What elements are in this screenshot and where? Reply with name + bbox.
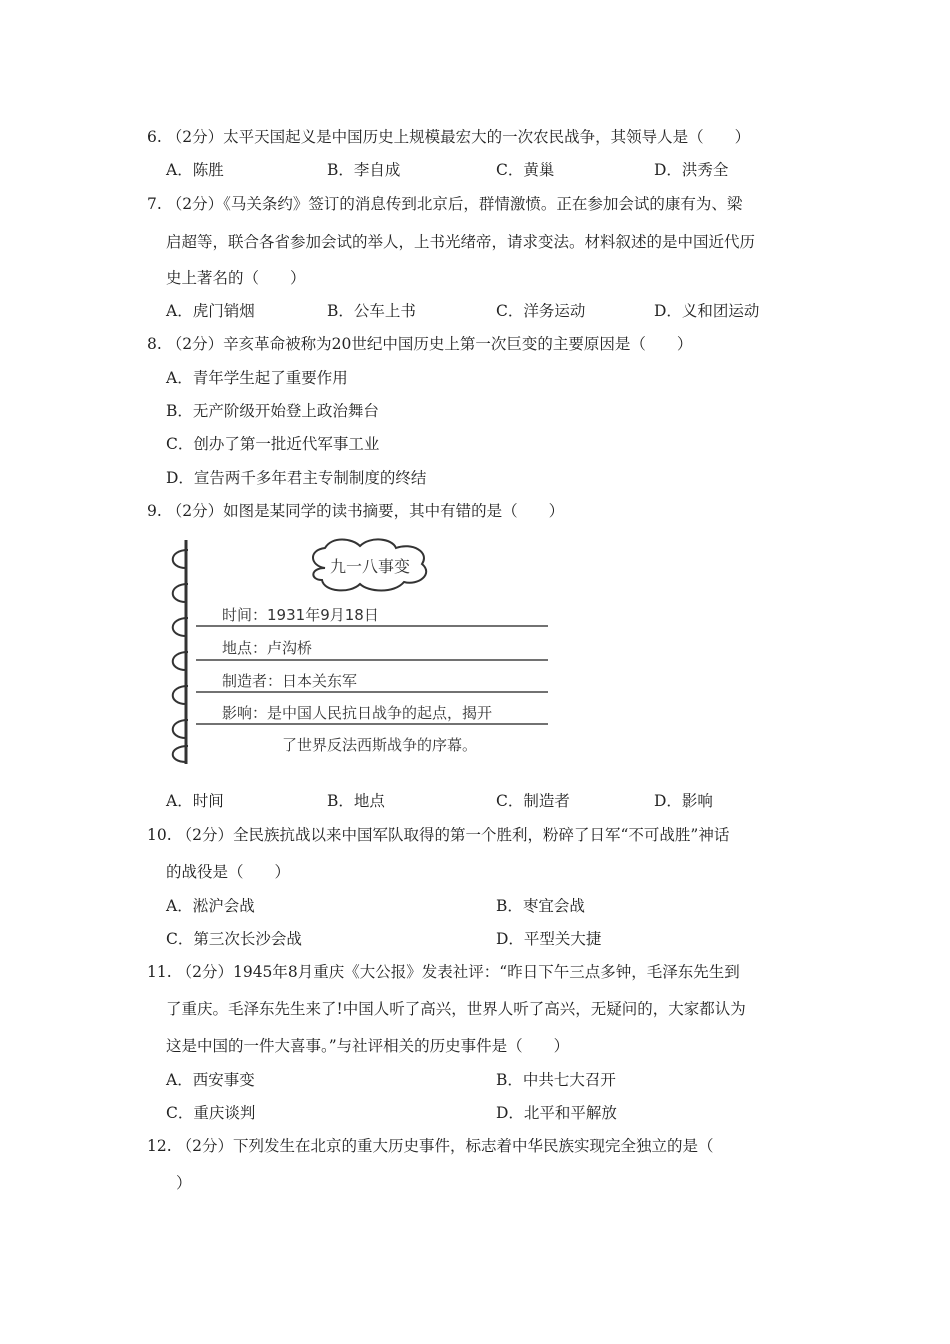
question-12 — [147, 1136, 713, 1156]
option-b: B．地点 — [327, 792, 385, 810]
question-text: 下列发生在北京的重大历史事件，标志着中华民族实现完全独立的是（ — [232, 1137, 714, 1155]
notebook-spiral-icon — [173, 540, 188, 764]
question-6 — [147, 127, 750, 147]
figure-row-time: 时间：1931年9月18日 — [222, 606, 379, 624]
option-a: A．陈胜 — [166, 161, 224, 179]
option-c: C．黄巢 — [496, 161, 555, 179]
question-8 — [147, 334, 692, 354]
question-text: 《马关条约》签订的消息传到北京后，群情激愤。正在参加会试的康有为、梁 — [223, 195, 743, 213]
question-score: （2分） — [166, 335, 224, 353]
question-text-continued: 的战役是（ ） — [166, 863, 291, 881]
option-c: C．创办了第一批近代军事工业 — [166, 435, 380, 453]
question-text: 如图是某同学的读书摘要，其中有错的是（ ） — [223, 502, 565, 520]
question-9 — [147, 501, 564, 521]
option-d: D．洪秀全 — [654, 161, 729, 179]
question-score: （2分） — [176, 826, 233, 844]
question-7 — [147, 194, 742, 214]
option-b: B．李自成 — [327, 161, 401, 179]
option-a: A．西安事变 — [166, 1071, 255, 1089]
figure-row-place: 地点：卢沟桥 — [222, 639, 313, 657]
question-number: 12. — [147, 1137, 172, 1155]
option-a: A．青年学生起了重要作用 — [166, 369, 348, 387]
option-c: C．第三次长沙会战 — [166, 930, 302, 948]
question-number: 9. — [147, 502, 162, 520]
option-b: B．无产阶级开始登上政治舞台 — [166, 402, 379, 420]
question-number: 8. — [147, 335, 162, 353]
figure-row-impact-continued: 了世界反法西斯战争的序幕。 — [282, 736, 478, 754]
option-b: B．公车上书 — [327, 302, 416, 320]
question-text: 辛亥革命被称为20世纪中国历史上第一次巨变的主要原因是（ ） — [223, 335, 693, 353]
option-c: C．洋务运动 — [496, 302, 586, 320]
question-text: 太平天国起义是中国历史上规模最宏大的一次农民战争，其领导人是（ ） — [223, 128, 751, 146]
option-d: D．宣告两千多年君主专制制度的终结 — [166, 469, 427, 487]
question-score: （2分） — [166, 195, 224, 213]
figure-row-impact: 影响：是中国人民抗日战争的起点，揭开 — [222, 704, 493, 722]
option-a: A．淞沪会战 — [166, 897, 255, 915]
question-score: （2分） — [176, 963, 233, 981]
question-score: （2分） — [176, 1137, 233, 1155]
question-10 — [147, 825, 729, 845]
figure-title: 九一八事变 — [329, 557, 411, 576]
question-text-continued: 史上著名的（ ） — [166, 269, 306, 287]
option-b: B．枣宜会战 — [496, 897, 585, 915]
question-text-continued: 了重庆。毛泽东先生来了!中国人听了高兴，世界人听了高兴，无疑问的，大家都认为 — [166, 1000, 746, 1018]
question-number: 6. — [147, 128, 162, 146]
figure-row-maker: 制造者：日本关东军 — [222, 672, 358, 690]
option-d: D．影响 — [654, 792, 713, 810]
question-11 — [147, 962, 740, 982]
question-number: 11. — [147, 963, 172, 981]
option-c: C．制造者 — [496, 792, 570, 810]
option-a: A．虎门销烟 — [166, 302, 255, 320]
reading-notes-figure — [160, 536, 560, 768]
question-text: 全民族抗战以来中国军队取得的第一个胜利，粉碎了日军“不可战胜”神话 — [232, 826, 730, 844]
question-score: （2分） — [166, 502, 224, 520]
question-score: （2分） — [166, 128, 224, 146]
option-d: D．平型关大捷 — [496, 930, 602, 948]
option-c: C．重庆谈判 — [166, 1104, 256, 1122]
question-text-continued: 这是中国的一件大喜事。”与社评相关的历史事件是（ ） — [166, 1037, 570, 1055]
question-number: 10. — [147, 826, 172, 844]
option-d: D．义和团运动 — [654, 302, 760, 320]
option-b: B．中共七大召开 — [496, 1071, 616, 1089]
question-text: 1945年8月重庆《大公报》发表社评：“昨日下午三点多钟，毛泽东先生到 — [232, 963, 740, 981]
question-number: 7. — [147, 195, 162, 213]
option-d: D．北平和平解放 — [496, 1104, 617, 1122]
question-text-continued: 启超等，联合各省参加会试的举人，上书光绪帝，请求变法。材料叙述的是中国近代历 — [166, 233, 756, 251]
option-a: A．时间 — [166, 792, 224, 810]
question-text-continued: ） — [176, 1174, 192, 1192]
